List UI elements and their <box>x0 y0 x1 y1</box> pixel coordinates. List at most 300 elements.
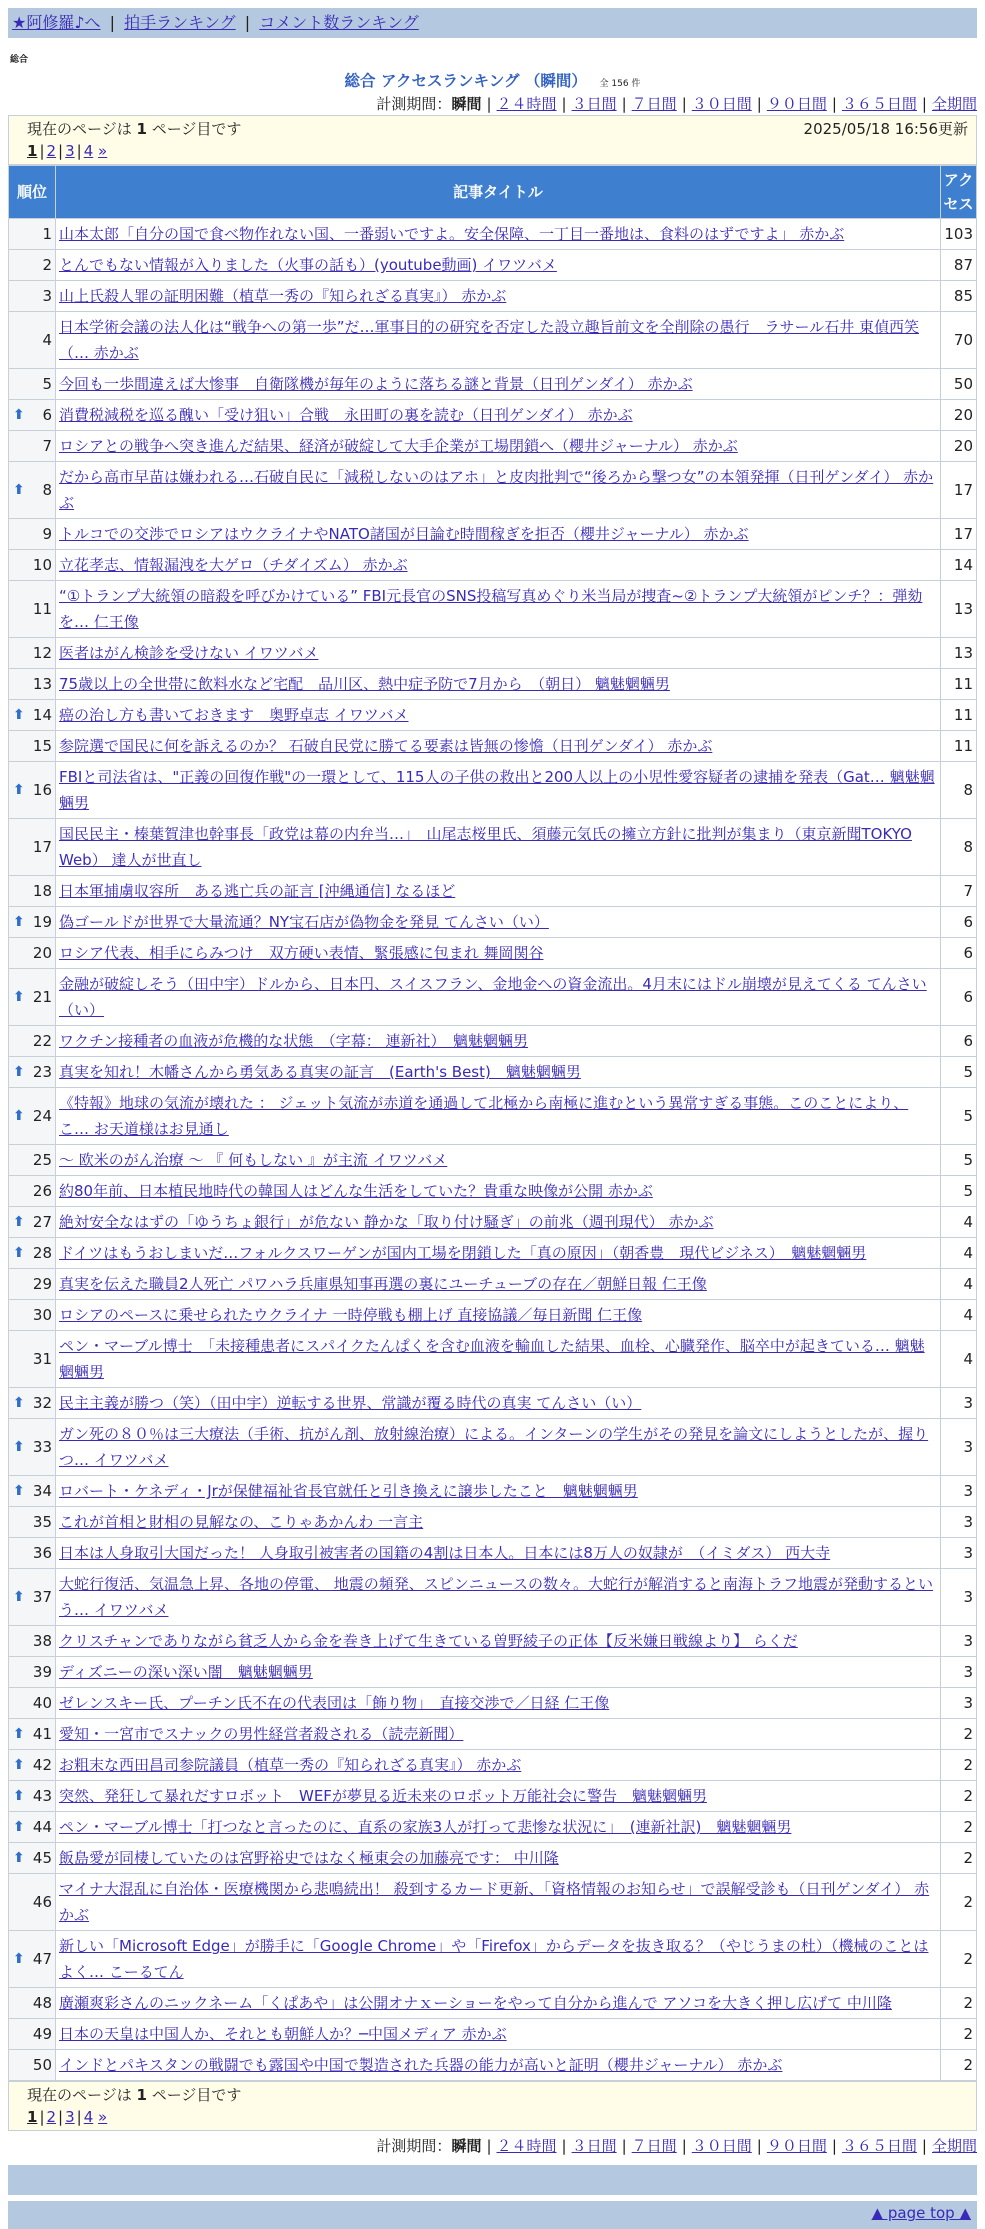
access-count: 11 <box>941 700 977 731</box>
table-row <box>9 1331 977 1388</box>
article-link[interactable]: FBIと司法省は、"正義の回復作戦"の一環として、115人の子供の救出と200人以上の小児性愛容疑者の逮捕を発表（Gat… 魑魅魍魎男 <box>59 768 935 812</box>
article-link[interactable]: 75歳以上の全世帯に飲料水など宅配 品川区、熱中症予防で7月から （朝日） 魑魅魍魎男 <box>59 675 670 693</box>
period-current: 瞬間 <box>451 95 482 113</box>
article-link[interactable]: 金融が破綻しそう（田中宇）ドルから、日本円、スイスフラン、金地金への資金流出。4月末にはドル崩壊が見えてくる てんさい（い） <box>59 975 927 1019</box>
title-cell <box>56 1626 941 1657</box>
rank-number: 17 <box>32 838 52 856</box>
rank-up-arrow-icon: ⬆ <box>13 1108 25 1124</box>
table-row <box>9 1931 977 1988</box>
table-row <box>9 638 977 669</box>
rank-number: 37 <box>32 1588 52 1606</box>
next-page-link[interactable]: » <box>98 142 108 160</box>
pager-separator: | <box>76 142 82 160</box>
article-link[interactable]: 民主主義が勝つ（笑）（田中宇）逆転する世界、常識が覆る時代の真実 てんさい（い） <box>59 1394 642 1412</box>
table-row <box>9 1300 977 1331</box>
access-count: 5 <box>941 1176 977 1207</box>
rank-up-arrow-icon: ⬆ <box>13 707 25 723</box>
title-cell <box>56 907 941 938</box>
ranking-heading <box>8 69 977 91</box>
access-count: 11 <box>941 731 977 762</box>
article-link[interactable]: 日本の天皇は中国人か、それとも朝鮮人か？─中国メディア 赤かぶ <box>59 2025 507 2043</box>
table-row <box>9 1538 977 1569</box>
rank-number: 21 <box>32 988 52 1006</box>
rank-cell <box>9 1419 56 1476</box>
rank-number: 20 <box>32 944 52 962</box>
period-label: 計測期間： <box>376 2137 452 2155</box>
rank-up-arrow-icon: ⬆ <box>13 782 25 798</box>
rank-number: 27 <box>32 1213 52 1231</box>
period-current: 瞬間 <box>451 2137 482 2155</box>
page-link[interactable]: 4 <box>83 142 94 160</box>
rank-number: 9 <box>42 525 52 543</box>
article-link[interactable]: 〜 欧米のがん治療 〜 『 何もしない 』が主流 イワツバメ <box>59 1151 448 1169</box>
rank-up-arrow-icon: ⬆ <box>13 1395 25 1411</box>
rank-cell <box>9 1988 56 2019</box>
rank-up-arrow-icon: ⬆ <box>13 1788 25 1804</box>
rank-number: 41 <box>32 1725 52 1743</box>
article-link[interactable]: だから高市早苗は嫌われる…石破自民に「減税しないのはアホ」と皮肉批判で“後ろから撃つ女”の本領発揮（日刊ゲンダイ） 赤かぶ <box>59 468 934 512</box>
rank-cell <box>9 1781 56 1812</box>
title-cell <box>56 1057 941 1088</box>
rank-cell <box>9 250 56 281</box>
article-link[interactable]: 参院選で国民に何を訴えるのか？ 石破自民党に勝てる要素は皆無の惨憺（日刊ゲンダイ） 赤かぶ <box>59 737 713 755</box>
article-link[interactable]: 消費税減税を巡る醜い「受け狙い」合戦 永田町の裏を読む（日刊ゲンダイ） 赤かぶ <box>59 406 633 424</box>
title-cell <box>56 1988 941 2019</box>
table-row <box>9 1388 977 1419</box>
comment-ranking-link[interactable]: コメント数ランキング <box>259 13 419 32</box>
table-row <box>9 1207 977 1238</box>
article-link[interactable]: 大蛇行復活、気温急上昇、各地の停電、 地震の頻発、スピンニュースの数々。大蛇行が解消すると南海トラフ地震が発動するという… イワツバメ <box>59 1575 934 1619</box>
article-link[interactable]: 医者はがん検診を受けない イワツバメ <box>59 644 319 662</box>
period-separator: | <box>621 2137 627 2155</box>
article-link[interactable]: インドとパキスタンの戦闘でも露国や中国で製造された兵器の能力が高いと証明（櫻井ジャーナル） 赤かぶ <box>59 2056 783 2074</box>
access-count: 5 <box>941 1088 977 1145</box>
article-link[interactable]: “①トランプ大統領の暗殺を呼びかけている” FBI元長官のSNS投稿写真めぐり米当局が捜査~②トランプ大統領がピンチ？：弾劾を… 仁王像 <box>59 587 923 631</box>
period-link[interactable]: ３日間 <box>571 2137 617 2155</box>
period-selector-bottom <box>8 2135 977 2157</box>
rank-number: 34 <box>32 1482 52 1500</box>
access-count: 3 <box>941 1569 977 1626</box>
rank-number: 24 <box>32 1107 52 1125</box>
article-link[interactable]: 廣瀬爽彩さんのニックネーム「くぱあや」は公開オナｘーショーをやって自分から進んで アソコを大きく押し広げて 中川隆 <box>59 1994 892 2012</box>
table-row <box>9 1507 977 1538</box>
article-link[interactable]: ディズニーの深い深い闇 魑魅魍魎男 <box>59 1663 313 1681</box>
article-link[interactable]: 突然、発狂して暴れだすロボット WEFが夢見る近未来のロボット万能社会に警告 魑魅魍魎男 <box>59 1787 707 1805</box>
rank-up-arrow-icon: ⬆ <box>13 482 25 498</box>
article-link[interactable]: 真実を伝えた職員2人死亡 パワハラ兵庫県知事再選の裏にユーチューブの存在／朝鮮日報 仁王像 <box>59 1275 707 1293</box>
article-link[interactable]: 約80年前、日本植民地時代の韓国人はどんな生活をしていた？貴重な映像が公開 赤かぶ <box>59 1182 653 1200</box>
table-row <box>9 1781 977 1812</box>
rank-cell <box>9 876 56 907</box>
title-cell <box>56 1238 941 1269</box>
table-row <box>9 1088 977 1145</box>
access-count: 4 <box>941 1300 977 1331</box>
title-cell <box>56 431 941 462</box>
period-link[interactable]: ３０日間 <box>691 95 752 113</box>
article-link[interactable]: これが首相と財相の見解なの、こりゃあかんわ 一言主 <box>59 1513 424 1531</box>
table-row <box>9 1626 977 1657</box>
rank-cell <box>9 1176 56 1207</box>
rank-cell <box>9 1145 56 1176</box>
rank-up-arrow-icon: ⬆ <box>13 1951 25 1967</box>
period-link[interactable]: 全期間 <box>931 2137 977 2155</box>
table-row <box>9 1419 977 1476</box>
next-page-link[interactable]: » <box>98 2108 108 2126</box>
table-row <box>9 1238 977 1269</box>
title-cell <box>56 1688 941 1719</box>
access-count: 3 <box>941 1538 977 1569</box>
rank-number: 22 <box>32 1032 52 1050</box>
period-link[interactable]: ７日間 <box>631 95 677 113</box>
period-link[interactable]: ９０日間 <box>766 95 827 113</box>
period-link[interactable]: ３０日間 <box>691 2137 752 2155</box>
page-link[interactable]: 3 <box>65 142 75 160</box>
rank-up-arrow-icon: ⬆ <box>13 1850 25 1866</box>
access-count: 2 <box>941 1812 977 1843</box>
pager-separator: | <box>39 142 45 160</box>
rank-number: 32 <box>32 1394 52 1412</box>
rank-number: 30 <box>32 1306 52 1324</box>
table-row <box>9 1269 977 1300</box>
rank-cell <box>9 2019 56 2050</box>
rank-up-arrow-icon: ⬆ <box>13 914 25 930</box>
title-cell <box>56 250 941 281</box>
rank-cell <box>9 1750 56 1781</box>
page-link[interactable]: 1 <box>27 2108 38 2126</box>
title-cell <box>56 762 941 819</box>
article-link[interactable]: マイナ大混乱に自治体・医療機関から悲鳴続出！ 殺到するカード更新、「資格情報のお知らせ」で誤解受診も（日刊ゲンダイ） 赤かぶ <box>59 1880 930 1924</box>
rank-up-arrow-icon: ⬆ <box>13 1819 25 1835</box>
access-count: 3 <box>941 1388 977 1419</box>
access-count: 17 <box>941 462 977 519</box>
rank-number: 29 <box>32 1275 52 1293</box>
rank-cell <box>9 638 56 669</box>
access-count: 3 <box>941 1419 977 1476</box>
rank-up-arrow-icon: ⬆ <box>13 989 25 1005</box>
rank-up-arrow-icon: ⬆ <box>13 1757 25 1773</box>
table-row <box>9 938 977 969</box>
article-link[interactable]: 愛知・一宮市でスナックの男性経営者殺される（読売新聞） <box>59 1725 464 1743</box>
article-link[interactable]: 日本は人身取引大国だった！ 人身取引被害者の国籍の4割は日本人。日本には8万人の奴隷が （イミダス） 西大寺 <box>59 1544 831 1562</box>
table-row <box>9 219 977 250</box>
rank-cell <box>9 1026 56 1057</box>
rank-up-arrow-icon: ⬆ <box>13 1726 25 1742</box>
period-link[interactable]: ３６５日間 <box>841 95 917 113</box>
period-separator: | <box>921 95 927 113</box>
access-count: 13 <box>941 638 977 669</box>
table-row <box>9 1476 977 1507</box>
top-nav-bar <box>8 8 977 38</box>
period-link[interactable]: ９０日間 <box>766 2137 827 2155</box>
title-cell <box>56 1476 941 1507</box>
article-link[interactable]: ロシア代表、相手にらみつけ 双方硬い表情、緊張感に包まれ 舞岡関谷 <box>59 944 544 962</box>
table-row <box>9 762 977 819</box>
table-row <box>9 2019 977 2050</box>
rank-cell <box>9 1207 56 1238</box>
title-cell <box>56 1176 941 1207</box>
access-count: 2 <box>941 1931 977 1988</box>
title-cell <box>56 700 941 731</box>
article-link[interactable]: 今回も一歩間違えば大惨事 自衛隊機が毎年のように落ちる謎と背景（日刊ゲンダイ） 赤かぶ <box>59 375 693 393</box>
page-link[interactable]: 2 <box>46 2108 57 2126</box>
period-separator: | <box>831 2137 837 2155</box>
rank-number: 12 <box>32 644 52 662</box>
title-cell <box>56 1931 941 1988</box>
page-link[interactable]: 2 <box>46 142 57 160</box>
article-link[interactable]: ペン・マーブル博士 「未接種患者にスパイクたんぱくを含む血液を輸血した結果、血栓、心臓発作、脳卒中が起きている… 魑魅魍魎男 <box>59 1337 925 1381</box>
nav-separator: | <box>109 13 116 32</box>
rank-number: 42 <box>32 1756 52 1774</box>
rank-number: 48 <box>32 1994 52 2012</box>
rank-number: 36 <box>32 1544 52 1562</box>
pagination <box>27 2106 968 2128</box>
title-cell <box>56 638 941 669</box>
title-cell <box>56 1538 941 1569</box>
rank-cell <box>9 1269 56 1300</box>
rank-number: 38 <box>32 1632 52 1650</box>
article-link[interactable]: お粗末な西田昌司参院議員（植草一秀の『知られざる真実』） 赤かぶ <box>59 1756 522 1774</box>
title-cell <box>56 581 941 638</box>
title-cell <box>56 938 941 969</box>
rank-cell <box>9 2050 56 2081</box>
rank-cell <box>9 669 56 700</box>
page-status: 現在のページは 1 ページ目です <box>27 2086 242 2104</box>
rank-number: 14 <box>32 706 52 724</box>
article-link[interactable]: 国民民主・榛葉賀津也幹事長「政党は幕の内弁当…」 山尾志桜里氏、須藤元気氏の擁立方針に批判が集まり（東京新聞TOKYO Web） 達人が世直し <box>59 825 912 869</box>
period-link[interactable]: ２４時間 <box>496 95 557 113</box>
ranking-table <box>8 165 977 2081</box>
access-count: 4 <box>941 1207 977 1238</box>
rank-cell <box>9 731 56 762</box>
table-row <box>9 876 977 907</box>
page-link[interactable]: 4 <box>83 2108 94 2126</box>
table-row <box>9 1057 977 1088</box>
rank-up-arrow-icon: ⬆ <box>13 1064 25 1080</box>
title-cell <box>56 731 941 762</box>
access-count: 14 <box>941 550 977 581</box>
title-cell <box>56 1719 941 1750</box>
article-link[interactable]: ワクチン接種者の血液が危機的な状態 （字幕： 連新社） 魑魅魍魎男 <box>59 1032 529 1050</box>
period-separator: | <box>756 2137 762 2155</box>
title-cell <box>56 1419 941 1476</box>
title-cell <box>56 1269 941 1300</box>
category-label: 総合 <box>10 55 29 65</box>
table-row <box>9 1719 977 1750</box>
page-top-link[interactable]: ▲ page top ▲ <box>871 2204 971 2222</box>
pager-top <box>8 115 977 165</box>
rank-number: 25 <box>32 1151 52 1169</box>
pager-separator: | <box>76 2108 82 2126</box>
rank-number: 33 <box>32 1438 52 1456</box>
table-row <box>9 2050 977 2081</box>
pager-separator: | <box>58 2108 64 2126</box>
rank-cell <box>9 1843 56 1874</box>
access-count: 2 <box>941 1750 977 1781</box>
rank-cell <box>9 1538 56 1569</box>
rank-number: 31 <box>32 1350 52 1368</box>
article-link[interactable]: 偽ゴールドが世界で大量流通？NY宝石店が偽物金を発見 てんさい（い） <box>59 913 549 931</box>
period-link[interactable]: ３６５日間 <box>841 2137 917 2155</box>
article-link[interactable]: 山上氏殺人罪の証明困難（植草一秀の『知られざる真実』） 赤かぶ <box>59 287 507 305</box>
access-count: 3 <box>941 1476 977 1507</box>
title-cell <box>56 1569 941 1626</box>
col-title-header: 記事タイトル <box>56 166 941 219</box>
rank-cell <box>9 312 56 369</box>
title-cell <box>56 1207 941 1238</box>
title-cell <box>56 1843 941 1874</box>
article-link[interactable]: 真実を知れ！木幡さんから勇気ある真実の証言 (Earth's Best) 魑魅魍魎男 <box>59 1063 581 1081</box>
table-row <box>9 669 977 700</box>
access-count: 3 <box>941 1507 977 1538</box>
rank-up-arrow-icon: ⬆ <box>13 1245 25 1261</box>
period-separator: | <box>756 95 762 113</box>
title-cell <box>56 550 941 581</box>
article-link[interactable]: 立花孝志、情報漏洩を大ゲロ（チダイズム） 赤かぶ <box>59 556 408 574</box>
rank-cell <box>9 369 56 400</box>
article-link[interactable]: 山本太郎「自分の国で食べ物作れない国、一番弱いですよ。安全保障、一丁目一番地は、食料のはずですよ」 赤かぶ <box>59 225 845 243</box>
title-cell <box>56 1026 941 1057</box>
article-link[interactable]: クリスチャンでありながら貧乏人から金を巻き上げて生きている曽野綾子の正体【反米嫌日戦線より】 らくだ <box>59 1632 798 1650</box>
article-link[interactable]: 日本軍捕虜収容所 ある逃亡兵の証言 [沖縄通信] なるほど <box>59 882 456 900</box>
access-count: 6 <box>941 969 977 1026</box>
rank-number: 5 <box>42 375 52 393</box>
title-cell <box>56 519 941 550</box>
rank-cell <box>9 907 56 938</box>
period-selector <box>8 93 977 115</box>
rank-number: 23 <box>32 1063 52 1081</box>
rank-cell <box>9 1088 56 1145</box>
access-count: 50 <box>941 369 977 400</box>
rank-up-arrow-icon: ⬆ <box>13 1214 25 1230</box>
period-separator: | <box>486 95 492 113</box>
article-link[interactable]: 《特報》地球の気流が壊れた ： ジェット気流が赤道を通過して北極から南極に進むという異常すぎる事態。このことにより、こ… お天道様はお見通し <box>59 1094 909 1138</box>
rank-number: 43 <box>32 1787 52 1805</box>
rank-number: 19 <box>32 913 52 931</box>
rank-cell <box>9 1388 56 1419</box>
rank-up-arrow-icon: ⬆ <box>13 1483 25 1499</box>
page-link[interactable]: 1 <box>27 142 38 160</box>
period-separator: | <box>681 2137 687 2155</box>
article-link[interactable]: 新しい「Microsoft Edge」が勝手に「Google Chrome」や「Firefox」からデータを抜き取る？（やじうまの杜）（機械のことはよく… こーるてん <box>59 1937 929 1981</box>
article-link[interactable]: トルコでの交渉でロシアはウクライナやNATO諸国が目論む時間稼ぎを拒否（櫻井ジャーナル） 赤かぶ <box>59 525 749 543</box>
rank-cell <box>9 1057 56 1088</box>
article-link[interactable]: ガン死の８０％は三大療法（手術、抗がん剤、放射線治療）による。インターンの学生がその発見を論文にしようとしたが、握りつ… イワツバメ <box>59 1425 929 1469</box>
rank-number: 49 <box>32 2025 52 2043</box>
access-count: 85 <box>941 281 977 312</box>
title-cell <box>56 462 941 519</box>
page-title: 総合 アクセスランキング （瞬間） <box>344 72 587 90</box>
rank-number: 8 <box>42 481 52 499</box>
rank-cell <box>9 462 56 519</box>
access-count: 20 <box>941 431 977 462</box>
table-row <box>9 519 977 550</box>
article-link[interactable]: 絶対安全なはずの「ゆうちょ銀行」が危ない 静かな「取り付け騒ぎ」の前兆（週刊現代） 赤かぶ <box>59 1213 714 1231</box>
table-row <box>9 1145 977 1176</box>
rank-number: 10 <box>32 556 52 574</box>
rank-cell <box>9 700 56 731</box>
period-link[interactable]: 全期間 <box>931 95 977 113</box>
col-count-header: アクセス <box>941 166 977 219</box>
title-cell <box>56 1781 941 1812</box>
page-link[interactable]: 3 <box>65 2108 75 2126</box>
rank-cell <box>9 519 56 550</box>
table-row <box>9 400 977 431</box>
access-count: 13 <box>941 581 977 638</box>
table-row <box>9 1657 977 1688</box>
table-row <box>9 1843 977 1874</box>
access-count: 2 <box>941 1843 977 1874</box>
title-cell <box>56 1331 941 1388</box>
access-count: 4 <box>941 1269 977 1300</box>
access-count: 2 <box>941 1719 977 1750</box>
article-link[interactable]: ロシアとの戦争へ突き進んだ結果、経済が破綻して大手企業が工場閉鎖へ（櫻井ジャーナル） 赤かぶ <box>59 437 738 455</box>
period-link[interactable]: ７日間 <box>631 2137 677 2155</box>
rank-cell <box>9 938 56 969</box>
title-cell <box>56 1088 941 1145</box>
rank-number: 47 <box>32 1950 52 1968</box>
title-cell <box>56 219 941 250</box>
article-link[interactable]: とんでもない情報が入りました（火事の話も）(youtube動画) イワツバメ <box>59 256 557 274</box>
access-count: 2 <box>941 1988 977 2019</box>
article-link[interactable]: ロバート・ケネディ・Jrが保健福祉省長官就任と引き換えに譲歩したこと 魑魅魍魎男 <box>59 1482 638 1500</box>
table-row <box>9 312 977 369</box>
rank-number: 7 <box>42 437 52 455</box>
title-cell <box>56 1750 941 1781</box>
article-link[interactable]: 飯島愛が同棲していたのは宮野裕史ではなく極東会の加藤亮です： 中川隆 <box>59 1849 559 1867</box>
rank-cell <box>9 969 56 1026</box>
table-row <box>9 1569 977 1626</box>
rank-number: 39 <box>32 1663 52 1681</box>
access-count: 3 <box>941 1626 977 1657</box>
access-count: 5 <box>941 1145 977 1176</box>
table-header-row <box>9 166 977 219</box>
rank-number: 11 <box>32 600 52 618</box>
period-link[interactable]: ２４時間 <box>496 2137 557 2155</box>
rank-cell <box>9 400 56 431</box>
footer-bar <box>8 2165 977 2195</box>
table-row <box>9 1750 977 1781</box>
rank-cell <box>9 581 56 638</box>
article-link[interactable]: ドイツはもうおしまいだ…フォルクスワーゲンが国内工場を閉鎖した「真の原因」（朝香豊 現代ビジネス） 魑魅魍魎男 <box>59 1244 867 1262</box>
article-link[interactable]: ゼレンスキー氏、プーチン氏不在の代表団は「飾り物」 直接交渉で／日経 仁王像 <box>59 1694 610 1712</box>
rank-number: 45 <box>32 1849 52 1867</box>
article-link[interactable]: ペン・マーブル博士「打つなと言ったのに、直系の家族3人が打って悲惨な状況に」 (連新社訳) 魑魅魍魎男 <box>59 1818 792 1836</box>
rank-cell <box>9 1719 56 1750</box>
clap-ranking-link[interactable]: 拍手ランキング <box>124 13 236 32</box>
title-cell <box>56 1812 941 1843</box>
rank-number: 35 <box>32 1513 52 1531</box>
rank-number: 44 <box>32 1818 52 1836</box>
rank-cell <box>9 550 56 581</box>
rank-cell <box>9 1812 56 1843</box>
article-link[interactable]: 日本学術会議の法人化は“戦争への第一歩”だ…軍事目的の研究を否定した設立趣旨前文を全削除の愚行 ラサール石井 東偵西笑（… 赤かぶ <box>59 318 920 362</box>
access-count: 6 <box>941 907 977 938</box>
table-row <box>9 731 977 762</box>
article-link[interactable]: 癌の治し方も書いておきます 奥野卓志 イワツバメ <box>59 706 409 724</box>
rank-number: 13 <box>32 675 52 693</box>
title-cell <box>56 1657 941 1688</box>
home-link[interactable]: ★阿修羅♪へ <box>12 13 101 32</box>
rank-cell <box>9 281 56 312</box>
title-cell <box>56 312 941 369</box>
table-row <box>9 431 977 462</box>
title-cell <box>56 2019 941 2050</box>
access-count: 5 <box>941 1057 977 1088</box>
table-row <box>9 369 977 400</box>
article-link[interactable]: ロシアのペースに乗せられたウクライナ 一時停戦も棚上げ 直接協議／毎日新聞 仁王像 <box>59 1306 643 1324</box>
rank-cell <box>9 219 56 250</box>
period-link[interactable]: ３日間 <box>571 95 617 113</box>
